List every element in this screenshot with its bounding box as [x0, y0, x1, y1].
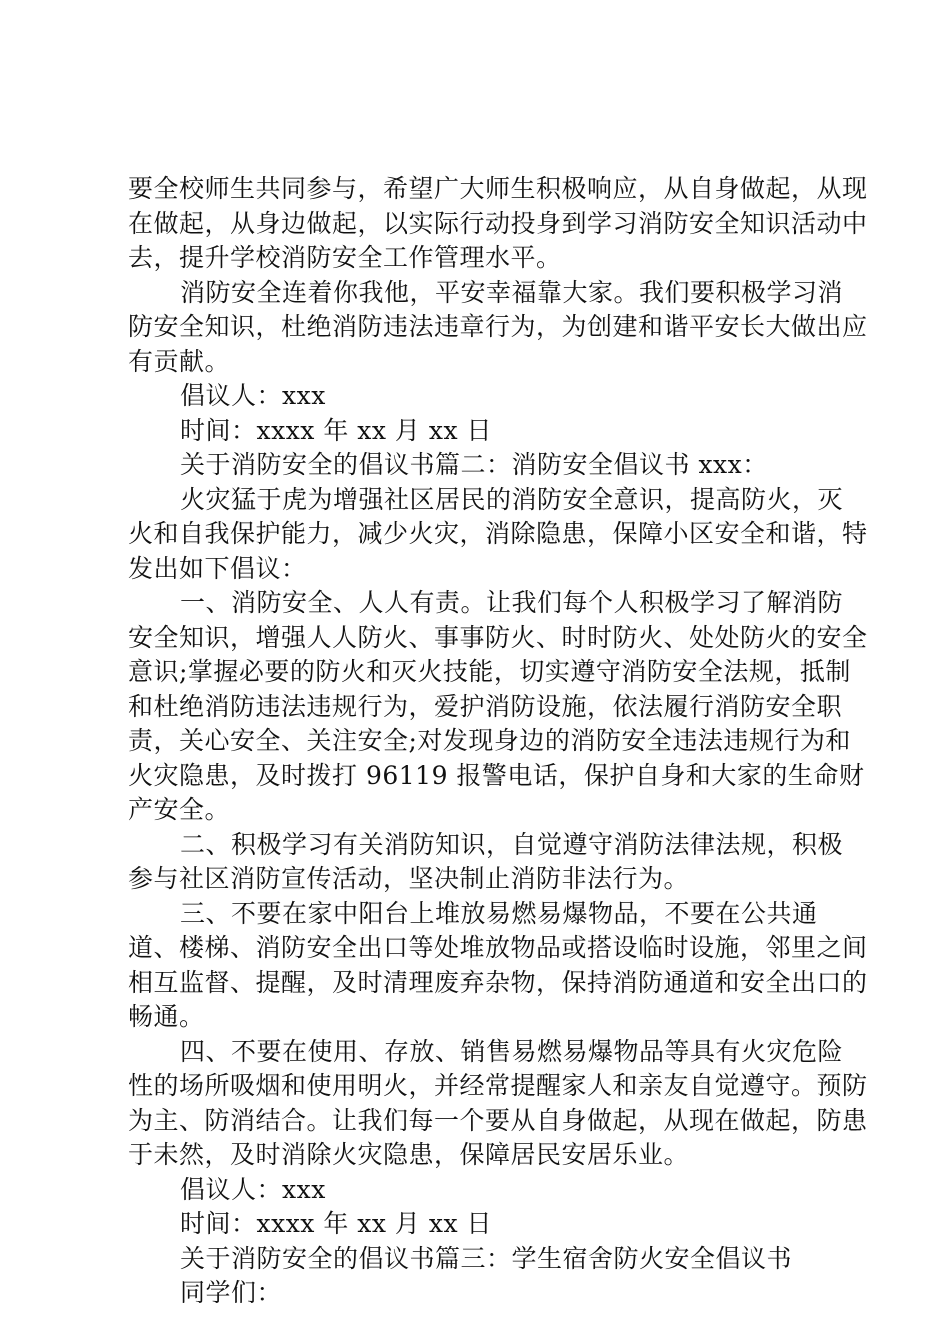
paragraph-item-two: 二、积极学习有关消防知识，自觉遵守消防法律法规，积极参与社区消防宣传活动，坚决制止消防非法行为。 [128, 829, 844, 893]
document-body [128, 172, 868, 1311]
section-heading-part-three: 关于消防安全的倡议书篇三：学生宿舍防火安全倡议书 [180, 1243, 793, 1273]
section-heading-part-two: 关于消防安全的倡议书篇二：消防安全倡议书 xxx： [180, 450, 768, 479]
paragraph-item-three: 三、不要在家中阳台上堆放易燃易爆物品，不要在公共通道、楼梯、消防安全出口等处堆放物品或搭设临时设施，邻里之间相互监督、提醒，及时清理废弃杂物，保持消防通道和安全出口的畅通。 [128, 898, 868, 1031]
signature-date: 时间：xxxx 年 xx 月 xx 日 [180, 415, 493, 445]
paragraph-safety-slogan: 消防安全连着你我他，平安幸福靠大家。我们要积极学习消防安全知识，杜绝消防违法违章行为，为创建和谐平安长大做出应有贡献。 [128, 277, 868, 376]
paragraph-intro-continuation: 要全校师生共同参与，希望广大师生积极响应，从自身做起，从现在做起，从身边做起，以实际行动投身到学习消防安全知识活动中去，提升学校消防安全工作管理水平。 [128, 174, 868, 272]
salutation-students: 同学们： [180, 1278, 283, 1307]
paragraph-item-four: 四、不要在使用、存放、销售易燃易爆物品等具有火灾危险性的场所吸烟和使用明火，并经常提醒家人和亲友自觉遵守。预防为主、防消结合。让我们每一个要从自身做起，从现在做起，防患于未然，及时消除火灾隐患，保障居民安居乐业。 [128, 1036, 868, 1169]
paragraph-item-one: 一、消防安全、人人有责。让我们每个人积极学习了解消防安全知识，增强人人防火、事事防火、时时防火、处处防火的安全意识;掌握必要的防火和灭火技能，切实遵守消防安全法规，抵制和杜绝消防违法违规行为，爱护消防设施，依法履行消防安全职责，关心安全、关注安全;对发现身边的消防安全违法违规行为和火灾隐患，及时拨打 96119 报警电话，保护自身和大家的生命财产安全。 [128, 588, 868, 824]
signature-date-two: 时间：xxxx 年 xx 月 xx 日 [180, 1209, 493, 1238]
signature-initiator: 倡议人：xxx [180, 381, 326, 410]
signature-initiator-two: 倡议人：xxx [180, 1174, 326, 1204]
paragraph-community-intro: 火灾猛于虎为增强社区居民的消防安全意识，提高防火，灭火和自我保护能力，减少火灾，消除隐患，保障小区安全和谐，特发出如下倡议： [128, 484, 868, 583]
